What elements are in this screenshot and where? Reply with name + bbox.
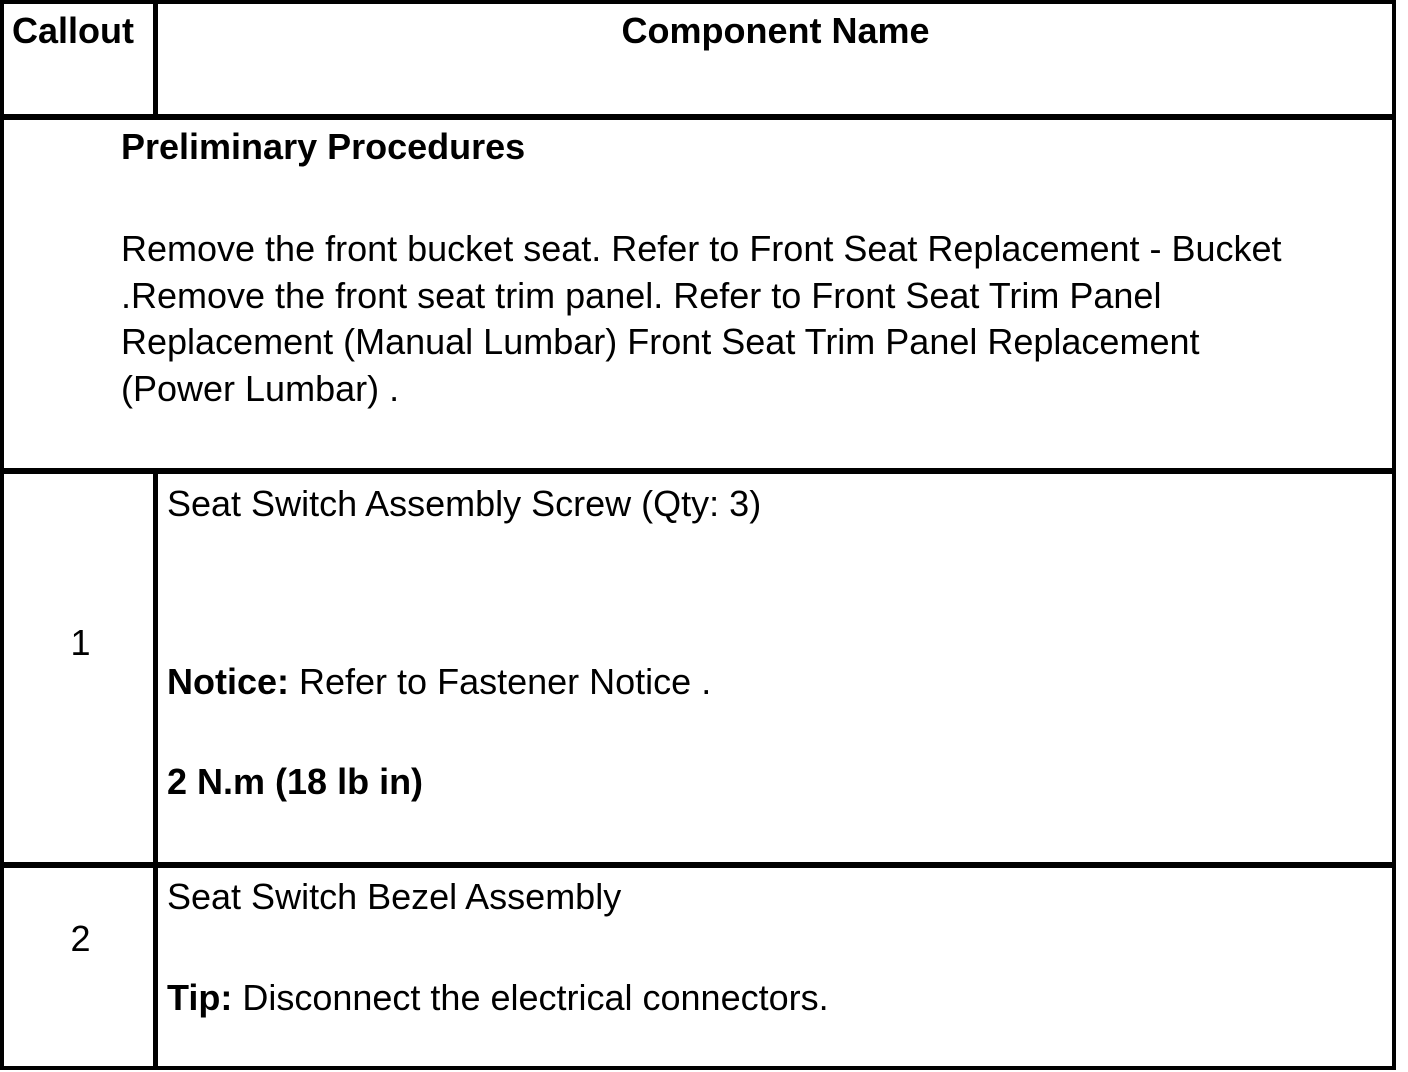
callout-number: 1 xyxy=(70,622,91,663)
component-name: Seat Switch Assembly Screw (Qty: 3) xyxy=(167,483,762,524)
preliminary-body: Remove the front bucket seat. Refer to Front Seat Replacement - Bucket .Remove the front seat trim panel. Refer to Front Seat Trim Panel Replacement (Manual Lumbar) Front Seat Trim Panel Replacement (Power Lumbar) . xyxy=(121,228,1282,409)
tip-label: Tip: xyxy=(167,977,233,1018)
row1-column-divider xyxy=(153,474,158,862)
preliminary-title: Preliminary Procedures xyxy=(121,126,526,167)
tip-text xyxy=(167,975,829,1021)
header-component-name-label: Component Name xyxy=(621,10,930,51)
component-name: Seat Switch Bezel Assembly xyxy=(167,876,622,917)
row1-divider xyxy=(4,862,1392,868)
header-row-divider xyxy=(4,114,1392,120)
tip-body: Disconnect the electrical connectors. xyxy=(232,977,829,1018)
notice-text xyxy=(167,659,711,705)
notice-body: Refer to Fastener Notice . xyxy=(289,661,712,702)
preliminary-row-divider xyxy=(4,468,1392,474)
header-column-divider xyxy=(153,4,158,114)
callout-number: 2 xyxy=(70,918,91,959)
header-callout-label: Callout xyxy=(12,10,134,51)
torque-spec: 2 N.m (18 lb in) xyxy=(167,761,424,802)
row2-column-divider xyxy=(153,868,158,1070)
notice-label: Notice: xyxy=(167,661,290,702)
